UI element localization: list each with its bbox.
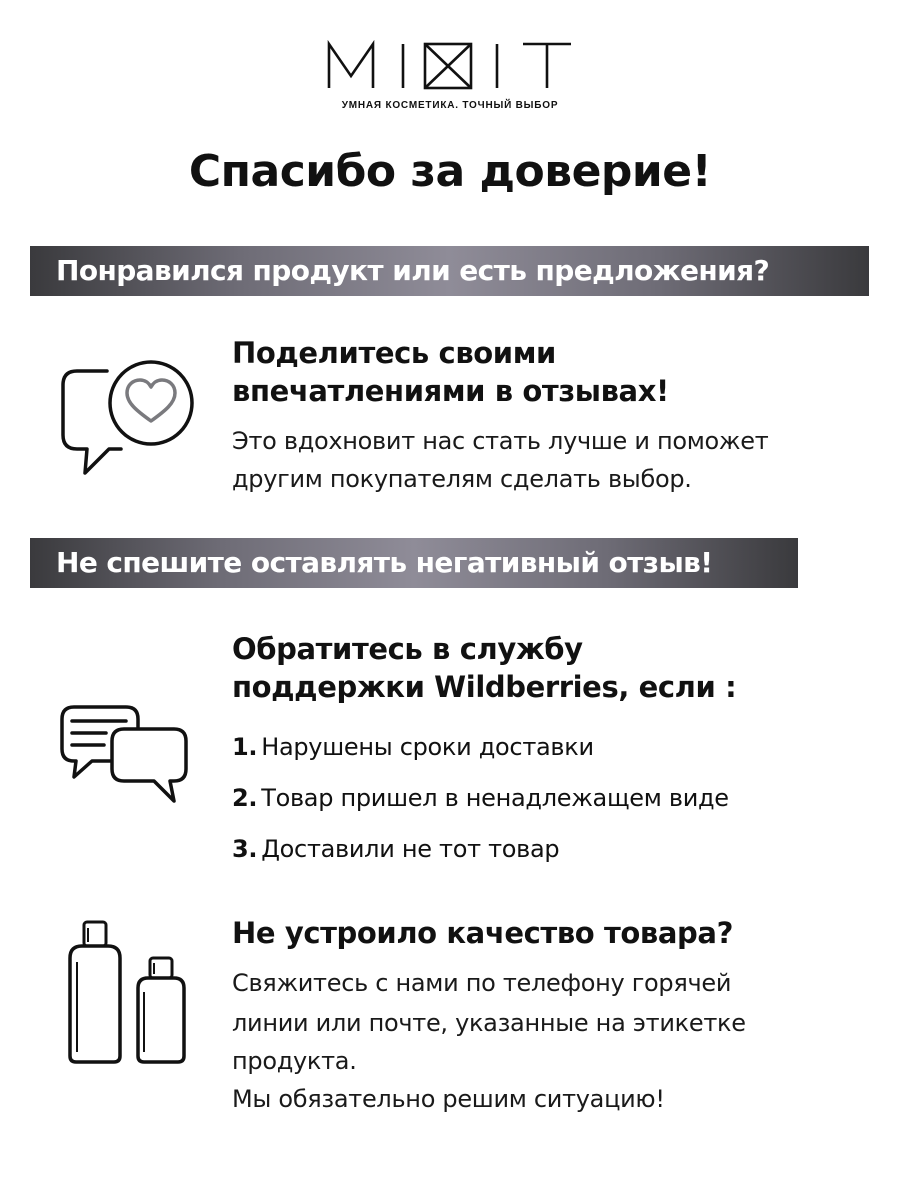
section1-text-line1: Это вдохновит нас стать лучше и поможет: [232, 427, 769, 455]
section2-banner: Не спешите оставлять негативный отзыв!: [30, 538, 798, 588]
support-reasons-list: [232, 728, 729, 881]
page-title: Спасибо за доверие!: [188, 146, 712, 197]
mixit-logo-mark: [325, 38, 575, 92]
chat-bubbles-icon: [58, 703, 193, 808]
cosmetic-bottles-icon: [58, 918, 193, 1066]
section1-text-line2: другим покупателям сделать выбор.: [232, 465, 692, 493]
section3-text-line2: линии или почте, указанные на этикетке: [232, 1009, 746, 1037]
section3-heading: Не устроило качество товара?: [232, 916, 734, 950]
heart-speech-bubble-icon: [55, 355, 195, 480]
brand-tagline: УМНАЯ КОСМЕТИКА. ТОЧНЫЙ ВЫБОР: [341, 100, 559, 111]
section2-heading-line2: поддержки Wildberries, если :: [232, 670, 737, 704]
list-item: [232, 830, 729, 881]
list-item-number: 1.: [232, 733, 258, 761]
list-item-number: 2.: [232, 784, 258, 812]
section2-heading-line1: Обратитесь в службу: [232, 632, 583, 666]
list-item-text: Доставили не тот товар: [261, 835, 560, 863]
list-item-text: Нарушены сроки доставки: [261, 733, 594, 761]
list-item: [232, 728, 729, 779]
section3-text-line4: Мы обязательно решим ситуацию!: [232, 1085, 665, 1113]
section1-banner: Понравился продукт или есть предложения?: [30, 246, 869, 296]
list-item: [232, 779, 729, 830]
list-item-number: 3.: [232, 835, 258, 863]
section3-text-line1: Свяжитесь с нами по телефону горячей: [232, 969, 732, 997]
list-item-text: Товар пришел в ненадлежащем виде: [261, 784, 729, 812]
section1-heading-line1: Поделитесь своими: [232, 336, 556, 370]
section3-text-line3: продукта.: [232, 1047, 357, 1075]
section1-heading-line2: впечатлениями в отзывах!: [232, 374, 669, 408]
brand-logo: [0, 38, 900, 111]
